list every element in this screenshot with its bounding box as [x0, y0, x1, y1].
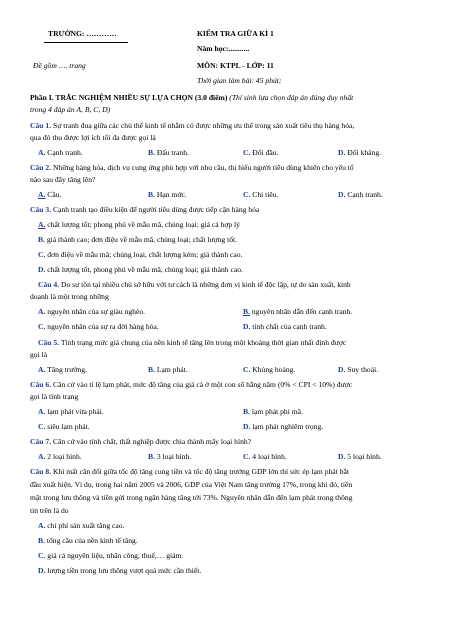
question-number: Câu 4. [38, 280, 60, 289]
question-8-option-c [38, 551, 183, 561]
school-year: Năm học:........... [197, 44, 250, 53]
option-text: lạm phát vừa phải. [45, 407, 104, 416]
question-number: Câu 1. [30, 121, 52, 130]
option-b [243, 407, 303, 417]
option-a [38, 365, 87, 375]
question-2 [30, 163, 430, 173]
question-number: Câu 2. [30, 163, 52, 172]
option-b [243, 307, 352, 317]
exam-duration: Thời gian làm bài: 45 phút; [197, 76, 282, 85]
question-8-cont-2: mặt trong lưu thông và tiền gửi trong ngân hàng tăng tới 73%. Nguyên nhân dẫn đến lạm phát trong thông [30, 493, 353, 502]
option-key: D. [338, 148, 346, 157]
question-1-cont: qua đó thu được lợi ích tối đa được gọi là [30, 133, 156, 142]
option-key: B. [148, 452, 155, 461]
option-text: Khủng hoảng. [250, 365, 296, 374]
question-8-option-b [38, 536, 138, 546]
option-text: 4 loại hình. [250, 452, 287, 461]
part1-note: (Thí sinh lựa chọn đáp án đúng duy nhất [227, 93, 354, 102]
option-c [243, 452, 287, 462]
option-d [243, 322, 327, 332]
option-text: đơn điệu về mẫu mã; chủng loại, chất lượng kém; giá thành cao. [45, 250, 243, 259]
question-8-option-d [38, 566, 201, 576]
option-d [243, 422, 323, 432]
option-text: Cạnh tranh. [345, 190, 383, 199]
option-text: Đấu tranh. [154, 148, 189, 157]
option-key: D. [38, 566, 46, 575]
school-underline [44, 42, 128, 43]
option-key: A. [38, 521, 46, 530]
option-a [38, 407, 104, 417]
option-text: tổng cầu của nền kinh tế tăng. [44, 536, 138, 545]
question-2-cont: nào sau đây tăng lên? [30, 175, 96, 184]
option-key: A. [38, 148, 46, 157]
question-4 [38, 280, 430, 290]
option-text: Đối đầu. [250, 148, 279, 157]
subject-line: MÔN: KTPL - LỚP: 11 [197, 61, 274, 70]
option-d [338, 365, 378, 375]
option-text: tính chất của cạnh tranh. [250, 322, 327, 331]
option-text: 5 loại hình. [345, 452, 382, 461]
option-key: C. [38, 422, 46, 431]
option-text: chi phí sản xuất tăng cao. [45, 521, 125, 530]
question-6-cont: gọi là tình trạng [30, 392, 79, 401]
part1-note-line2: trong 4 đáp án A, B, C, D) [30, 105, 111, 114]
school-name: TRƯỜNG: ………… [48, 29, 117, 38]
question-text: Sự tranh đua giữa các chủ thể kinh tế nhằm có được những ưu thế trong sản xuất tiêu thụ hàng hóa, [51, 121, 355, 130]
option-d [338, 452, 382, 462]
question-text: Căn cứ vào tỉ lệ lạm phát, mức độ tăng của giá cả ở một con số hằng năm (0% < CPI < 10%) được [51, 380, 353, 389]
question-8-cont-1: đầu xuất hiện. Ví dụ, trong hai năm 2005 và 2006, GDP của Việt Nam tăng trưởng 17%, trong khi đó, tiền [30, 480, 353, 489]
question-5 [38, 338, 430, 348]
option-key: D. [243, 422, 251, 431]
option-a [38, 148, 83, 158]
question-8-option-a [38, 521, 124, 531]
option-key: C. [38, 551, 46, 560]
option-b [148, 190, 187, 200]
option-key: B. [243, 307, 250, 316]
option-key: D. [338, 365, 346, 374]
question-text: Khi mất cân đối giữa tốc độ tăng cung tiền và tốc độ tăng trưởng GDP lớn thì sức ép lạm phát bắt [51, 467, 349, 476]
option-text: Cầu. [45, 190, 62, 199]
option-key: A. [38, 452, 46, 461]
part1-title: Phần I. TRẮC NGHIỆM NHIỀU SỰ LỰA CHỌN (3.0 điểm) [30, 93, 228, 102]
option-key: B. [148, 148, 155, 157]
option-c [38, 322, 159, 332]
option-text: lạm phát nghiêm trọng. [250, 422, 324, 431]
option-key: C. [38, 322, 46, 331]
option-key: B. [148, 365, 155, 374]
question-text: Cạnh tranh tạo điều kiện để người tiêu dùng được tiếp cận hàng hóa [51, 205, 260, 214]
question-number: Câu 3. [30, 205, 52, 214]
option-key: A. [38, 190, 46, 199]
page-count: Đề gồm …. trang [33, 61, 86, 70]
option-c [38, 422, 90, 432]
option-text: Lạm phát. [154, 365, 188, 374]
option-text: giá cả nguyên liệu, nhân công, thuế,… giảm. [45, 551, 184, 560]
exam-title: KIỂM TRA GIỮA KÌ 1 [197, 29, 274, 38]
question-number: Câu 6. [30, 380, 52, 389]
option-text: Chi tiêu. [250, 190, 279, 199]
question-text: Những hàng hóa, dịch vụ cung ứng phù hợp với nhu cầu, thị hiếu người tiêu dùng khiến cho yếu tố [51, 163, 354, 172]
option-key: C. [243, 452, 251, 461]
question-8 [30, 467, 430, 477]
question-8-cont-3: tin trên là do [30, 506, 69, 515]
question-text: Căn cứ vào tính chất, thất nghiệp được chia thành mấy loại hình? [51, 437, 252, 446]
question-text: Tình trạng mức giá chung của nền kinh tế tăng lên trong một khoảng thời gian nhất định được [59, 338, 347, 347]
option-text: 3 loại hình. [154, 452, 192, 461]
option-key: A. [38, 407, 46, 416]
option-text: 2 loại hình. [45, 452, 82, 461]
option-text: Suy thoái. [345, 365, 379, 374]
part1-title-line [30, 93, 430, 103]
option-d [338, 148, 381, 158]
option-a [38, 307, 145, 317]
option-key: C. [38, 250, 46, 259]
option-text: giá thành cao; đơn điệu về mẫu mã, chủng loại; chất lượng tốt. [44, 235, 237, 244]
question-number: Câu 8. [30, 467, 52, 476]
option-key: C. [243, 148, 251, 157]
question-number: Câu 5. [38, 338, 60, 347]
option-d [338, 190, 383, 200]
option-key: A. [38, 220, 46, 229]
question-6 [30, 380, 430, 390]
question-7 [30, 437, 430, 447]
option-key: C. [243, 190, 251, 199]
option-a [38, 452, 82, 462]
question-3 [30, 205, 430, 215]
question-1 [30, 121, 430, 131]
option-key: A. [38, 365, 46, 374]
option-key: C. [243, 365, 251, 374]
option-c [243, 148, 278, 158]
option-key: D. [338, 452, 346, 461]
option-text: Cạnh tranh. [45, 148, 83, 157]
option-text: Đối kháng. [345, 148, 382, 157]
option-key: D. [338, 190, 346, 199]
question-5-cont: gọi là [30, 350, 48, 359]
question-3-option-b [38, 235, 237, 245]
option-b [148, 452, 191, 462]
option-text: chất lượng tốt, phong phú về mẫu mã, chủng loại; giá thành cao. [45, 265, 243, 274]
question-4-cont: doanh là một trong những [30, 292, 109, 301]
option-key: D. [243, 322, 251, 331]
option-text: lạm phát phi mã. [249, 407, 303, 416]
option-c [243, 190, 278, 200]
option-key: D. [38, 265, 46, 274]
question-text: Do sự tồn tại nhiều chủ sở hữu với tư cách là những đơn vị kinh tế độc lập, tự do sản xuất, kinh [59, 280, 351, 289]
option-text: chất lượng tốt; phong phú về mẫu mã, chủng loại; giá cả hợp lý [45, 220, 240, 229]
option-b [148, 148, 189, 158]
option-key: A. [38, 307, 46, 316]
option-b [148, 365, 188, 375]
question-3-option-d [38, 265, 243, 275]
option-text: siêu lạm phát. [45, 422, 90, 431]
option-text: nguyên nhân dẫn đến cạnh tranh. [249, 307, 353, 316]
option-text: Hạn mức. [154, 190, 187, 199]
question-number: Câu 7. [30, 437, 52, 446]
question-3-option-c [38, 250, 242, 260]
option-text: Tăng trưởng. [45, 365, 87, 374]
option-key: B. [38, 235, 45, 244]
option-key: B. [38, 536, 45, 545]
question-3-option-a [38, 220, 240, 230]
option-a [38, 190, 61, 200]
option-c [243, 365, 295, 375]
option-text: nguyên nhân của sự ra đời hàng hóa. [45, 322, 159, 331]
option-key: B. [243, 407, 250, 416]
option-key: B. [148, 190, 155, 199]
option-text: nguyên nhân của sự giàu nghèo. [45, 307, 146, 316]
option-text: lượng tiền trong lưu thông vượt quá mức cần thiết. [45, 566, 202, 575]
